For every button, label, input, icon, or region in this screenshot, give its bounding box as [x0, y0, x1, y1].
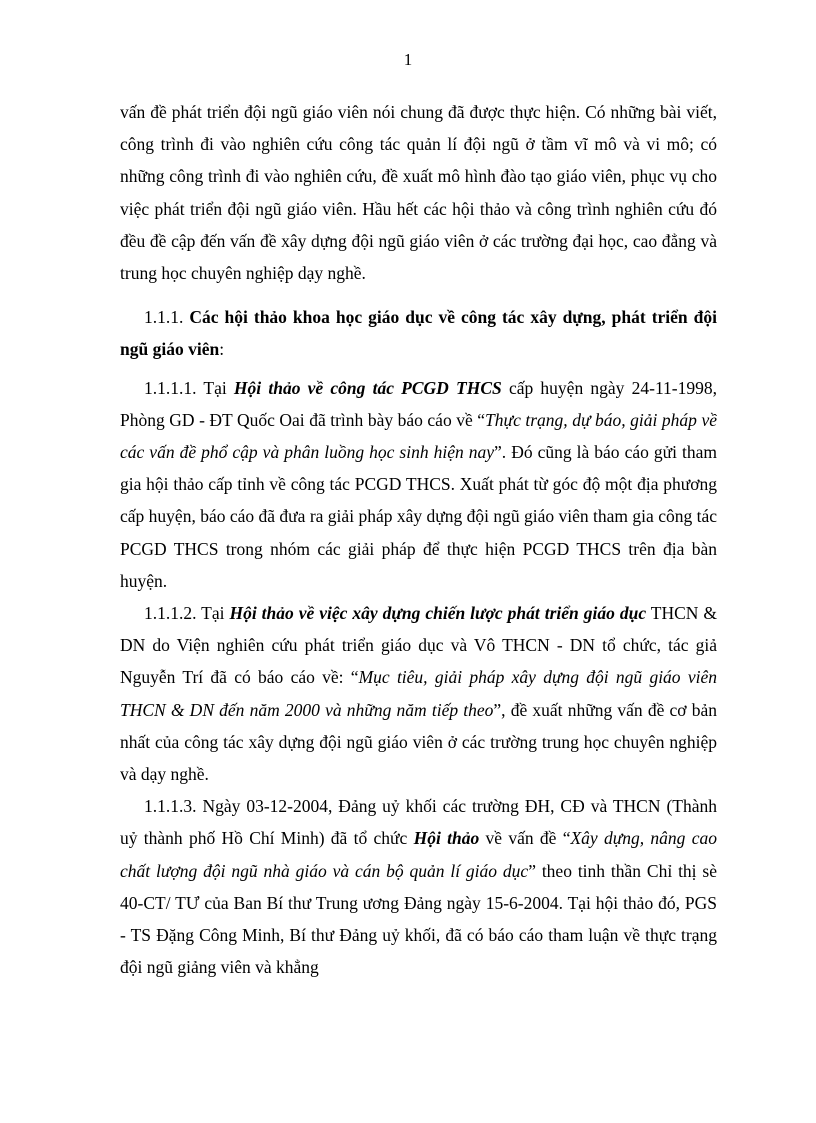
conference-title: Hội thảo về việc xây dựng chiến lược phát triển giáo dục: [229, 603, 647, 624]
intro-paragraph: vấn đề phát triển đội ngũ giáo viên nói chung đã được thực hiện. Có những bài viết, công trình đi vào nghiên cứu công tác quản lí đội ngũ ở tầm vĩ mô và vi mô; có những công trình đi vào nghiên cứu, đề xuất mô hình đào tạo giáo viên, phục vụ cho việc phát triển đội ngũ giáo viên. Hầu hết các hội thảo và công trình nghiên cứu đó đều đề cập đến vấn đề xây dựng đội ngũ giáo viên ở các trường đại học, cao đẳng và trung học chuyên nghiệp dạy nghề.: [120, 102, 717, 284]
paragraph-text: ”. Đó cũng là báo cáo gửi tham gia hội thảo cấp tỉnh về công tác PCGD THCS. Xuất phát từ góc độ một địa phương cấp huyện, báo cáo đã đưa ra giải pháp xây dựng đội ngũ giáo viên tham gia công tác PCGD THCS trong nhóm các giải pháp để thực hiện PCGD THCS trên địa bàn huyện.: [120, 442, 717, 591]
section-title: Các hội thảo khoa học giáo dục về công tác xây dựng, phát triển đội ngũ giáo viên: [120, 307, 718, 360]
paragraph-text: ” theo tinh thần Chỉ thị sè 40-CT/ TƯ của Ban Bí thư Trung ương Đảng ngày 15-6-2004. Tại hội thảo đó, PGS - TS Đặng Công Minh, Bí thư Đảng uỷ khối, đã có báo cáo tham luận về thực trạng đội ngũ giảng viên và khẳng: [120, 860, 717, 978]
paragraph-text: THCN & DN do Viện nghiên cứu phát triển giáo dục và Vô THCN - DN tổ chức, tác giả Nguyễn Trí đã có báo cáo về: “: [120, 603, 717, 688]
page-number: 1: [403, 50, 413, 69]
paragraph-text: 1.1.1.3. Ngày 03-12-2004, Đảng uỷ khối các trường ĐH, CĐ và THCN (Thành uỷ thành phố Hồ Chí Minh) đã tổ chức: [120, 796, 717, 849]
item-number: 1.1.1.1. Tại: [144, 377, 234, 398]
report-title: Mục tiêu, giải pháp xây dựng đội ngũ giáo viên THCN & DN đến năm 2000 và những năm tiếp theo: [120, 667, 717, 720]
document-body: [120, 96, 717, 983]
paragraph-1-1-1-1: [120, 372, 717, 597]
section-number: 1.1.1.: [144, 307, 184, 328]
report-title: Xây dựng, nâng cao chất lượng đội ngũ nhà giáo và cán bộ quản lí giáo dục: [120, 828, 717, 881]
conference-title: Hội thảo về công tác PCGD THCS: [233, 377, 502, 398]
section-heading: [120, 301, 717, 365]
report-title: Thực trạng, dự báo, giải pháp về các vấn đề phổ cập và phân luồng học sinh hiện nay: [120, 409, 717, 463]
paragraph-1-1-1-3: [120, 790, 717, 983]
conference-title: Hội thảo: [413, 828, 480, 849]
paragraph-text: về vấn đề “: [479, 828, 571, 849]
paragraph-text: cấp huyện ngày 24-11-1998, Phòng GD - ĐT Quốc Oai đã trình bày báo cáo về “: [120, 377, 718, 430]
paragraph-1-1-1-2: [120, 597, 717, 790]
section-colon: :: [219, 339, 225, 360]
paragraph-text: ”, đề xuất những vấn đề cơ bản nhất của công tác xây dựng đội ngũ giáo viên ở các trường trung học chuyên nghiệp và dạy nghề.: [120, 699, 717, 785]
item-number: 1.1.1.2. Tại: [144, 603, 230, 624]
